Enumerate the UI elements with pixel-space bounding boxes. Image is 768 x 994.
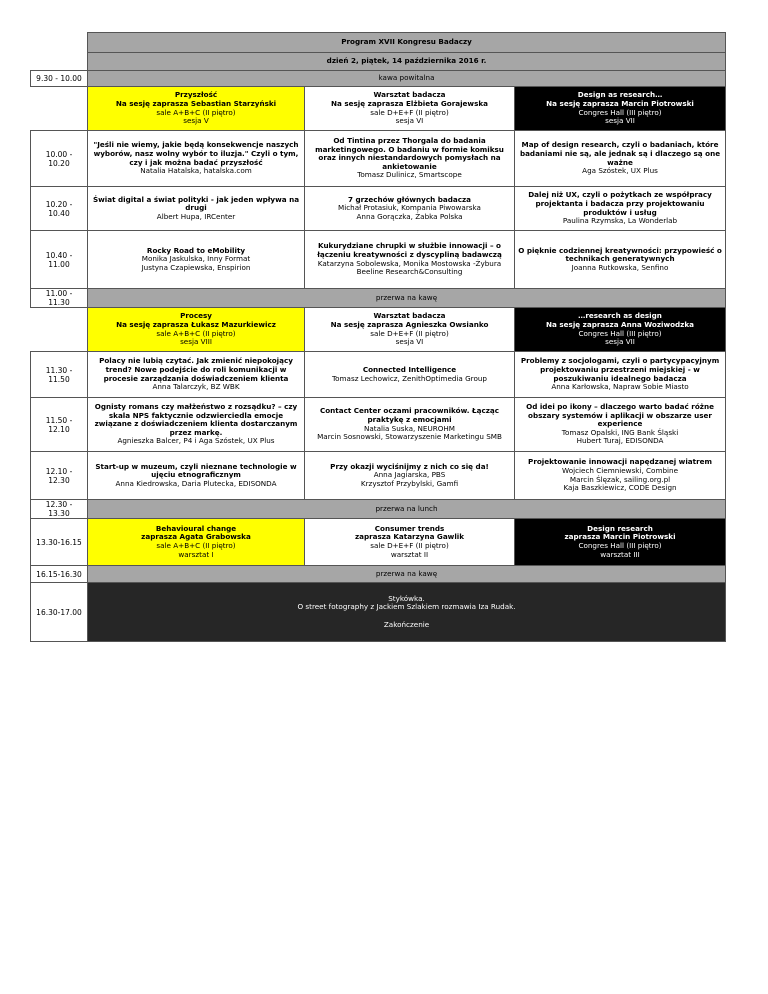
talk-cell: Przy okazji wyciśnijmy z nich co się da! Anna Jagiarska, PBS Krzysztof Przybylski, Gamfi (305, 452, 515, 500)
schedule-table (30, 32, 726, 642)
break-cell: przerwa na kawę (88, 289, 726, 308)
time-cell: 10.40 - 11.00 (31, 231, 88, 289)
time-cell: 16.15-16.30 (31, 566, 88, 583)
break-cell: przerwa na kawę (88, 566, 726, 583)
time-cell: 12.10 - 12.30 (31, 452, 88, 500)
workshop-cell: Consumer trends zaprasza Katarzyna Gawlik sale D+E+F (II piętro) warsztat II (305, 519, 515, 566)
session-header-vi: Warsztat badacza Na sesję zaprasza Elżbieta Gorajewska sale D+E+F (II piętro) sesja VI (305, 87, 515, 131)
talk-cell: Dalej niż UX, czyli o pożytkach ze współpracy projektanta i badacza przy projektowaniu produktów i usług Paulina Rzymska, La Wonderlab (515, 187, 726, 231)
program-date: dzień 2, piątek, 14 października 2016 r. (88, 53, 726, 71)
time-cell: 9.30 - 10.00 (31, 71, 88, 87)
talk-cell: Kukurydziane chrupki w służbie innowacji – o łączeniu kreatywności z dyscypliną badawczą Katarzyna Sobolewska, Monika Mostowska -Żybura Beeline Research&Consulting (305, 231, 515, 289)
time-cell: 10.00 - 10.20 (31, 131, 88, 187)
talk-cell: Od Tintina przez Thorgala do badania marketingowego. O badaniu w formie komiksu oraz innych niestandardowych pomysłach na ankietowanie Tomasz Dulinicz, Smartscope (305, 131, 515, 187)
talk-cell: Start-up w muzeum, czyli nieznane technologie w ujęciu etnograficznym Anna Kiedrowska, Daria Plutecka, EDISONDA (88, 452, 305, 500)
talk-cell: Świat digital a świat polityki - jak jeden wpływa na drugi Albert Hupa, IRCenter (88, 187, 305, 231)
break-cell: przerwa na lunch (88, 500, 726, 519)
closing-cell: Stykówka. O street fotography z Jackiem Szlakiem rozmawia Iza Rudak. Zakończenie (88, 583, 726, 642)
time-cell: 12.30 - 13.30 (31, 500, 88, 519)
workshop-cell: Design research zaprasza Marcin Piotrowski Congres Hall (III piętro) warsztat III (515, 519, 726, 566)
talk-cell: Connected Intelligence Tomasz Lechowicz, ZenithOptimedia Group (305, 352, 515, 398)
time-cell: 13.30-16.15 (31, 519, 88, 566)
time-cell: 10.20 - 10.40 (31, 187, 88, 231)
talk-cell: Od idei po ikony – dlaczego warto badać różne obszary systemów i aplikacji w obszarze user experience Tomasz Opalski, ING Bank Śląski Hubert Turaj, EDISONDA (515, 398, 726, 452)
talk-cell: Rocky Road to eMobility Monika Jaskulska, Inny Format Justyna Czapiewska, Enspirion (88, 231, 305, 289)
break-cell: kawa powitalna (88, 71, 726, 87)
talk-cell: Map of design research, czyli o badaniach, które badaniami nie są, ale jednak są i dlaczego są one ważne Aga Szóstek, UX Plus (515, 131, 726, 187)
talk-cell: O pięknie codziennej kreatywności: przypowieść o technikach generatywnych Joanna Rutkowska, Senfino (515, 231, 726, 289)
session-header-vii: …research as design Na sesję zaprasza Anna Woziwodzka Congres Hall (III piętro) sesja VII (515, 308, 726, 352)
talk-cell: Projektowanie innowacji napędzanej wiatrem Wojciech Ciemniewski, Combine Marcin Ślęzak, sailing.org.pl Kaja Baszkiewicz, CODE Design (515, 452, 726, 500)
program-title: Program XVII Kongresu Badaczy (88, 33, 726, 53)
session-header-viii: Procesy Na sesję zaprasza Łukasz Mazurkiewicz sale A+B+C (II piętro) sesja VIII (88, 308, 305, 352)
talk-cell: 7 grzechów głównych badacza Michał Protasiuk, Kompania Piwowarska Anna Gorączka, Żabka Polska (305, 187, 515, 231)
session-header-vi: Warsztat badacza Na sesję zaprasza Agnieszka Owsianko sale D+E+F (II piętro) sesja VI (305, 308, 515, 352)
time-cell: 11.50 - 12.10 (31, 398, 88, 452)
time-cell: 16.30-17.00 (31, 583, 88, 642)
talk-cell: Ognisty romans czy małżeństwo z rozsądku? – czy skala NPS faktycznie odzwierciedla emocje związane z doświadczeniem klienta dostarczanym przez markę. Agnieszka Balcer, P4 i Aga Szóstek, UX Plus (88, 398, 305, 452)
talk-cell: Contact Center oczami pracowników. Łącząc praktykę z emocjami Natalia Suska, NEUROHM Marcin Sosnowski, Stowarzyszenie Marketingu SMB (305, 398, 515, 452)
talk-cell: "Jeśli nie wiemy, jakie będą konsekwencje naszych wyborów, nasz wolny wybór to iluzja." Czyli o tym, czy i jak można badać przyszłość Natalia Hatalska, hatalska.com (88, 131, 305, 187)
time-cell: 11.30 - 11.50 (31, 352, 88, 398)
talk-cell: Problemy z socjologami, czyli o partycypacyjnym projektowaniu przestrzeni miejskiej - w poszukiwaniu idealnego badacza Anna Karłowska, Napraw Sobie Miasto (515, 352, 726, 398)
session-header-v: Przyszłość Na sesję zaprasza Sebastian Starzyński sale A+B+C (II piętro) sesja V (88, 87, 305, 131)
talk-cell: Polacy nie lubią czytać. Jak zmienić niepokojący trend? Nowe podejście do roli komunikacji w procesie zarządzania doświadczeniem klienta Anna Talarczyk, BZ WBK (88, 352, 305, 398)
workshop-cell: Behavioural change zaprasza Agata Grabowska sale A+B+C (II piętro) warsztat I (88, 519, 305, 566)
time-cell: 11.00 - 11.30 (31, 289, 88, 308)
session-header-vii: Design as research… Na sesję zaprasza Marcin Piotrowski Congres Hall (III piętro) sesja VII (515, 87, 726, 131)
